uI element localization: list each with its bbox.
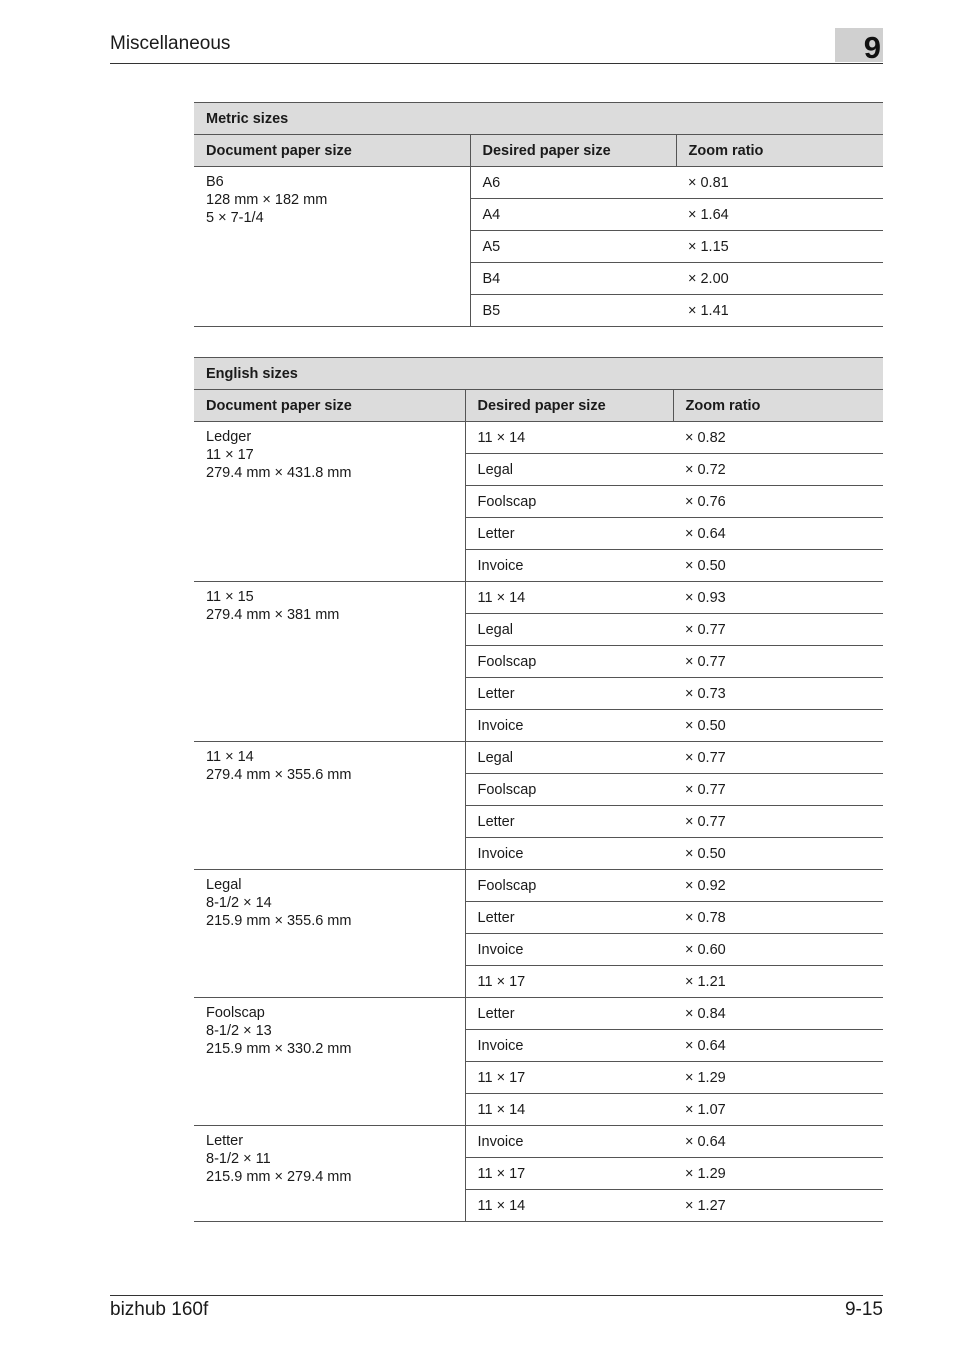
desired-size-cell: B5 bbox=[470, 295, 676, 327]
document-size-line: Letter bbox=[206, 1133, 244, 1149]
desired-size-cell: Invoice bbox=[465, 1030, 673, 1062]
zoom-ratio-cell: × 0.77 bbox=[673, 742, 883, 774]
document-size-line: 11 × 14 bbox=[206, 749, 254, 765]
document-size-line: B6 bbox=[206, 174, 224, 190]
desired-size-cell: 11 × 14 bbox=[465, 1190, 673, 1222]
zoom-ratio-cell: × 0.82 bbox=[673, 422, 883, 454]
desired-size-cell: Invoice bbox=[465, 710, 673, 742]
document-size-line: 8-1/2 × 11 bbox=[206, 1151, 271, 1167]
desired-size-cell: 11 × 14 bbox=[465, 422, 673, 454]
desired-size-cell: Invoice bbox=[465, 1126, 673, 1158]
document-size-cell bbox=[194, 870, 465, 998]
table-caption: English sizes bbox=[194, 358, 883, 390]
document-size-line: 279.4 mm × 431.8 mm bbox=[206, 465, 352, 481]
zoom-ratio-cell: × 0.77 bbox=[673, 774, 883, 806]
page-footer bbox=[110, 1295, 883, 1320]
column-header: Zoom ratio bbox=[676, 135, 883, 167]
desired-size-cell: Letter bbox=[465, 518, 673, 550]
document-size-line: 8-1/2 × 14 bbox=[206, 895, 272, 911]
desired-size-cell: Foolscap bbox=[465, 774, 673, 806]
document-size-cell bbox=[194, 742, 465, 870]
column-header: Zoom ratio bbox=[673, 390, 883, 422]
document-size-cell bbox=[194, 998, 465, 1126]
zoom-ratio-cell: × 0.60 bbox=[673, 934, 883, 966]
zoom-ratio-cell: × 1.15 bbox=[676, 231, 883, 263]
zoom-ratio-cell: × 0.76 bbox=[673, 486, 883, 518]
table-row bbox=[194, 422, 883, 454]
zoom-ratio-cell: × 0.93 bbox=[673, 582, 883, 614]
zoom-ratio-cell: × 0.77 bbox=[673, 806, 883, 838]
table-row bbox=[194, 582, 883, 614]
column-header: Desired paper size bbox=[470, 135, 676, 167]
zoom-ratio-cell: × 1.29 bbox=[673, 1158, 883, 1190]
desired-size-cell: A6 bbox=[470, 167, 676, 199]
table-row bbox=[194, 870, 883, 902]
page-number: 9-15 bbox=[844, 1299, 883, 1320]
table-row bbox=[194, 1126, 883, 1158]
zoom-ratio-cell: × 0.92 bbox=[673, 870, 883, 902]
desired-size-cell: 11 × 14 bbox=[465, 582, 673, 614]
document-size-cell bbox=[194, 167, 470, 327]
document-size-line: 5 × 7-1/4 bbox=[206, 210, 264, 226]
zoom-ratio-cell: × 0.64 bbox=[673, 1126, 883, 1158]
desired-size-cell: Invoice bbox=[465, 934, 673, 966]
zoom-ratio-cell: × 0.64 bbox=[673, 518, 883, 550]
english-sizes-table bbox=[194, 357, 883, 1222]
column-header: Desired paper size bbox=[465, 390, 673, 422]
zoom-ratio-cell: × 1.27 bbox=[673, 1190, 883, 1222]
zoom-ratio-cell: × 0.81 bbox=[676, 167, 883, 199]
page-header bbox=[110, 30, 883, 64]
zoom-ratio-cell: × 1.64 bbox=[676, 199, 883, 231]
zoom-ratio-cell: × 0.50 bbox=[673, 710, 883, 742]
desired-size-cell: A4 bbox=[470, 199, 676, 231]
zoom-ratio-cell: × 2.00 bbox=[676, 263, 883, 295]
column-header: Document paper size bbox=[194, 135, 470, 167]
zoom-ratio-cell: × 1.07 bbox=[673, 1094, 883, 1126]
zoom-ratio-cell: × 0.78 bbox=[673, 902, 883, 934]
desired-size-cell: Foolscap bbox=[465, 870, 673, 902]
desired-size-cell: Legal bbox=[465, 614, 673, 646]
document-size-cell bbox=[194, 1126, 465, 1222]
zoom-ratio-cell: × 0.77 bbox=[673, 646, 883, 678]
desired-size-cell: Letter bbox=[465, 902, 673, 934]
document-size-line: 279.4 mm × 355.6 mm bbox=[206, 767, 352, 783]
table-row bbox=[194, 998, 883, 1030]
document-size-cell bbox=[194, 422, 465, 582]
desired-size-cell: 11 × 17 bbox=[465, 966, 673, 998]
document-size-line: 215.9 mm × 355.6 mm bbox=[206, 913, 352, 929]
desired-size-cell: Foolscap bbox=[465, 486, 673, 518]
desired-size-cell: Letter bbox=[465, 806, 673, 838]
zoom-ratio-cell: × 0.72 bbox=[673, 454, 883, 486]
metric-sizes-table bbox=[194, 102, 883, 327]
document-size-line: 11 × 17 bbox=[206, 447, 254, 463]
zoom-ratio-cell: × 0.50 bbox=[673, 838, 883, 870]
desired-size-cell: Invoice bbox=[465, 838, 673, 870]
desired-size-cell: Invoice bbox=[465, 550, 673, 582]
zoom-ratio-cell: × 1.29 bbox=[673, 1062, 883, 1094]
document-size-line: 128 mm × 182 mm bbox=[206, 192, 328, 208]
zoom-ratio-cell: × 0.64 bbox=[673, 1030, 883, 1062]
document-size-line: Foolscap bbox=[206, 1005, 265, 1021]
chapter-number-badge: 9 bbox=[835, 28, 883, 62]
desired-size-cell: B4 bbox=[470, 263, 676, 295]
document-size-line: 8-1/2 × 13 bbox=[206, 1023, 272, 1039]
desired-size-cell: 11 × 17 bbox=[465, 1158, 673, 1190]
section-title: Miscellaneous bbox=[110, 33, 231, 54]
document-size-line: 11 × 15 bbox=[206, 589, 254, 605]
document-size-cell bbox=[194, 582, 465, 742]
table-row bbox=[194, 742, 883, 774]
desired-size-cell: Letter bbox=[465, 998, 673, 1030]
zoom-ratio-cell: × 1.41 bbox=[676, 295, 883, 327]
column-header: Document paper size bbox=[194, 390, 465, 422]
document-size-line: Ledger bbox=[206, 429, 252, 445]
document-size-line: Legal bbox=[206, 877, 242, 893]
document-size-line: 215.9 mm × 279.4 mm bbox=[206, 1169, 352, 1185]
zoom-ratio-cell: × 1.21 bbox=[673, 966, 883, 998]
desired-size-cell: A5 bbox=[470, 231, 676, 263]
zoom-ratio-cell: × 0.77 bbox=[673, 614, 883, 646]
table-caption: Metric sizes bbox=[194, 103, 883, 135]
desired-size-cell: Legal bbox=[465, 742, 673, 774]
document-size-line: 279.4 mm × 381 mm bbox=[206, 607, 340, 623]
table-row bbox=[194, 167, 883, 199]
zoom-ratio-cell: × 0.50 bbox=[673, 550, 883, 582]
zoom-ratio-cell: × 0.84 bbox=[673, 998, 883, 1030]
desired-size-cell: Letter bbox=[465, 678, 673, 710]
desired-size-cell: 11 × 17 bbox=[465, 1062, 673, 1094]
document-size-line: 215.9 mm × 330.2 mm bbox=[206, 1041, 352, 1057]
zoom-ratio-cell: × 0.73 bbox=[673, 678, 883, 710]
desired-size-cell: Legal bbox=[465, 454, 673, 486]
desired-size-cell: 11 × 14 bbox=[465, 1094, 673, 1126]
product-name: bizhub 160f bbox=[110, 1299, 209, 1320]
desired-size-cell: Foolscap bbox=[465, 646, 673, 678]
